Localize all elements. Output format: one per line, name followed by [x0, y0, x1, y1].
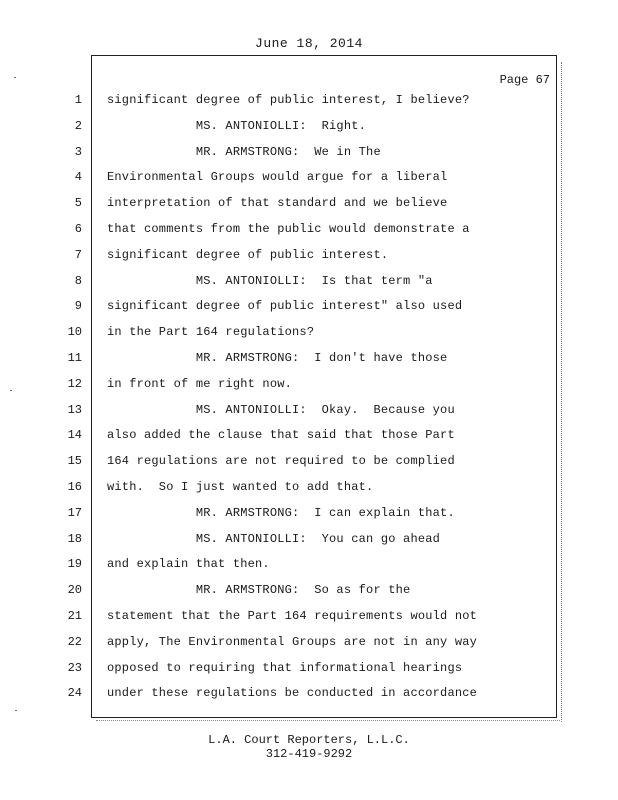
scan-speck [15, 710, 17, 711]
transcript-line-text: MS. ANTONIOLLI: Okay. Because you [107, 403, 455, 417]
line-number: 19 [67, 557, 82, 571]
frame-edge-shadow [561, 62, 562, 722]
transcript-line-text: and explain that then. [107, 557, 270, 571]
transcript-date: June 18, 2014 [255, 36, 363, 51]
transcript-line-text: MS. ANTONIOLLI: You can go ahead [107, 532, 441, 546]
transcript-line-text: opposed to requiring that informational hearings [107, 661, 463, 675]
transcript-line-text: MR. ARMSTRONG: So as for the [107, 583, 411, 597]
transcript-line-text: significant degree of public interest. [107, 248, 389, 262]
line-number: 11 [67, 351, 82, 365]
line-number: 21 [67, 609, 82, 623]
line-number: 23 [67, 661, 82, 675]
page-number: Page 67 [499, 73, 550, 87]
transcript-line-text: in the Part 164 regulations? [107, 325, 315, 339]
line-number: 13 [67, 403, 82, 417]
line-number: 2 [74, 119, 82, 133]
transcript-line-text: Environmental Groups would argue for a liberal [107, 170, 448, 184]
line-number: 14 [67, 428, 82, 442]
line-number: 22 [67, 635, 82, 649]
transcript-line-text: MS. ANTONIOLLI: Right. [107, 119, 367, 133]
line-number: 7 [74, 248, 82, 262]
line-number: 10 [67, 325, 82, 339]
transcript-line-text: significant degree of public interest" also used [107, 299, 463, 313]
transcript-line-text: MR. ARMSTRONG: I don't have those [107, 351, 448, 365]
transcript-line-text: apply, The Environmental Groups are not in any way [107, 635, 478, 649]
transcript-line-text: interpretation of that standard and we believe [107, 196, 448, 210]
line-number: 24 [67, 686, 82, 700]
line-number: 8 [74, 274, 82, 288]
transcript-line-text: MR. ARMSTRONG: I can explain that. [107, 506, 455, 520]
transcript-line-text: 164 regulations are not required to be complied [107, 454, 455, 468]
transcript-line-text: significant degree of public interest, I believe? [107, 93, 470, 107]
transcript-line-text: statement that the Part 164 requirements would not [107, 609, 478, 623]
court-reporter-name: L.A. Court Reporters, L.L.C. [208, 733, 410, 747]
transcript-line-text: with. So I just wanted to add that. [107, 480, 374, 494]
line-number: 1 [74, 93, 82, 107]
line-number: 5 [74, 196, 82, 210]
line-number: 6 [74, 222, 82, 236]
line-number: 4 [74, 170, 82, 184]
transcript-line-text: also added the clause that said that those Part [107, 428, 455, 442]
line-number: 3 [74, 145, 82, 159]
scan-speck [14, 77, 16, 78]
transcript-line-text: MR. ARMSTRONG: We in The [107, 145, 381, 159]
frame-bottom-edge [96, 720, 560, 721]
transcript-line-text: MS. ANTONIOLLI: Is that term "a [107, 274, 433, 288]
transcript-line-text: in front of me right now. [107, 377, 293, 391]
transcript-line-text: under these regulations be conducted in accordance [107, 686, 478, 700]
line-number: 18 [67, 532, 82, 546]
line-number: 17 [67, 506, 82, 520]
transcript-line-text: that comments from the public would demonstrate a [107, 222, 470, 236]
line-number: 12 [67, 377, 82, 391]
line-number: 9 [74, 299, 82, 313]
line-number: 16 [67, 480, 82, 494]
scan-speck [10, 390, 12, 391]
line-number: 20 [67, 583, 82, 597]
court-reporter-phone: 312-419-9292 [265, 747, 353, 761]
footer [0, 733, 618, 761]
line-number: 15 [67, 454, 82, 468]
